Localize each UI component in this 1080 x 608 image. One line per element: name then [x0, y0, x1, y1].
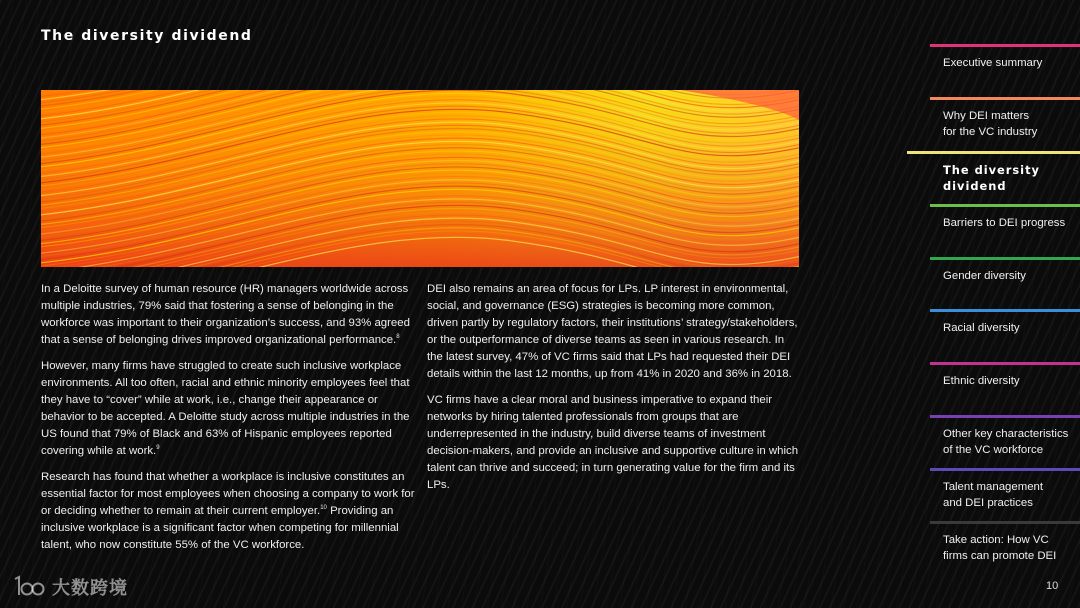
- toc-color-bar: [930, 415, 1080, 418]
- toc-item-label[interactable]: Why DEI matters for the VC industry: [943, 110, 1038, 138]
- toc-item-label[interactable]: Ethnic diversity: [943, 375, 1020, 387]
- paragraph: Research has found that whether a workplace is inclusive constitutes an essential factor for most employees when choosing a company to work for or deciding whether to remain at their current employer.$^{10}$ Providing an inclusive workplace is a significant factor when competing for millennial talent, who now constitute 55% of the VC workforce.: [41, 471, 415, 551]
- toc-item-label[interactable]: Other key characteristics of the VC workforce: [943, 428, 1069, 456]
- toc-color-bar: [930, 468, 1080, 471]
- toc-item[interactable]: [930, 521, 1080, 564]
- hero-image: [41, 90, 799, 267]
- toc-color-bar: [930, 204, 1080, 207]
- toc-item-label[interactable]: Executive summary: [943, 57, 1043, 69]
- toc-item[interactable]: [930, 415, 1080, 458]
- orange-wave-hero-image: [41, 90, 799, 267]
- toc-item[interactable]: [930, 257, 1080, 284]
- toc-color-bar: [930, 97, 1080, 100]
- footnote-ref[interactable]: 8: [396, 334, 400, 341]
- footnote-ref[interactable]: 10: [320, 505, 327, 512]
- body-right-column: [427, 281, 802, 503]
- toc-item[interactable]: [930, 204, 1080, 231]
- toc-color-bar: [930, 362, 1080, 365]
- toc-item-label[interactable]: Racial diversity: [943, 322, 1020, 334]
- toc-color-bar: [930, 521, 1080, 524]
- paragraph: VC firms have a clear moral and business imperative to expand their networks by hiring talented professionals from groups that are underrepresented in the industry, build diverse teams of investment decision-makers, and provide an inclusive and supportive culture in which talent can thrive and succeed; in turn generating value for the firm and its LPs.: [427, 394, 799, 491]
- toc-color-bar: [930, 257, 1080, 260]
- toc-item-label[interactable]: Take action: How VC firms can promote DEI: [943, 534, 1057, 562]
- toc-item-label[interactable]: Talent management and DEI practices: [943, 481, 1044, 509]
- watermark-text: 大数跨境: [52, 578, 128, 599]
- toc-item[interactable]: [930, 309, 1080, 336]
- paragraph: In a Deloitte survey of human resource (HR) managers worldwide across multiple industries, 79% said that fostering a sense of belonging in the workforce was important to their organization’s success, and 93% agreed that a sense of belonging drives improved organizational performance.$^8$: [41, 283, 410, 346]
- toc-color-bar: [930, 44, 1080, 47]
- page-number: 10: [1046, 580, 1059, 592]
- body-left-column: [41, 281, 421, 563]
- bodaa-logo-icon: [12, 575, 46, 599]
- footnote-ref[interactable]: 9: [156, 445, 160, 452]
- toc-item[interactable]: [930, 97, 1080, 140]
- toc-item[interactable]: [930, 468, 1080, 511]
- page-title: The diversity dividend: [41, 28, 253, 44]
- toc-item[interactable]: [930, 44, 1080, 71]
- toc-color-bar: [930, 309, 1080, 312]
- toc-item[interactable]: [930, 362, 1080, 389]
- watermark: [12, 574, 128, 600]
- toc-item-label[interactable]: Gender diversity: [943, 270, 1026, 282]
- toc-color-bar: [907, 151, 1080, 154]
- toc-item-label[interactable]: The diversity dividend: [943, 163, 1040, 193]
- paragraph: DEI also remains an area of focus for LPs. LP interest in environmental, social, and governance (ESG) strategies is becoming more common, driven partly by regulatory factors, their institutions’ strategy/stakeholders, or the outperformance of diverse teams as seen in various research. In the latest survey, 47% of VC firms said that LPs had requested their DEI details within the last 12 months, up from 41% in 2020 and 36% in 2018.: [427, 283, 798, 380]
- toc-item-label[interactable]: Barriers to DEI progress: [943, 217, 1066, 229]
- paragraph: However, many firms have struggled to create such inclusive workplace environments. All too often, racial and ethnic minority employees feel that they have to “cover” while at work, i.e., change their appearance or behavior to be accepted. A Deloitte study across multiple industries in the US found that 79% of Black and 63% of Hispanic employees reported covering while at work.$^9$: [41, 360, 410, 457]
- toc-item[interactable]: [930, 151, 1080, 194]
